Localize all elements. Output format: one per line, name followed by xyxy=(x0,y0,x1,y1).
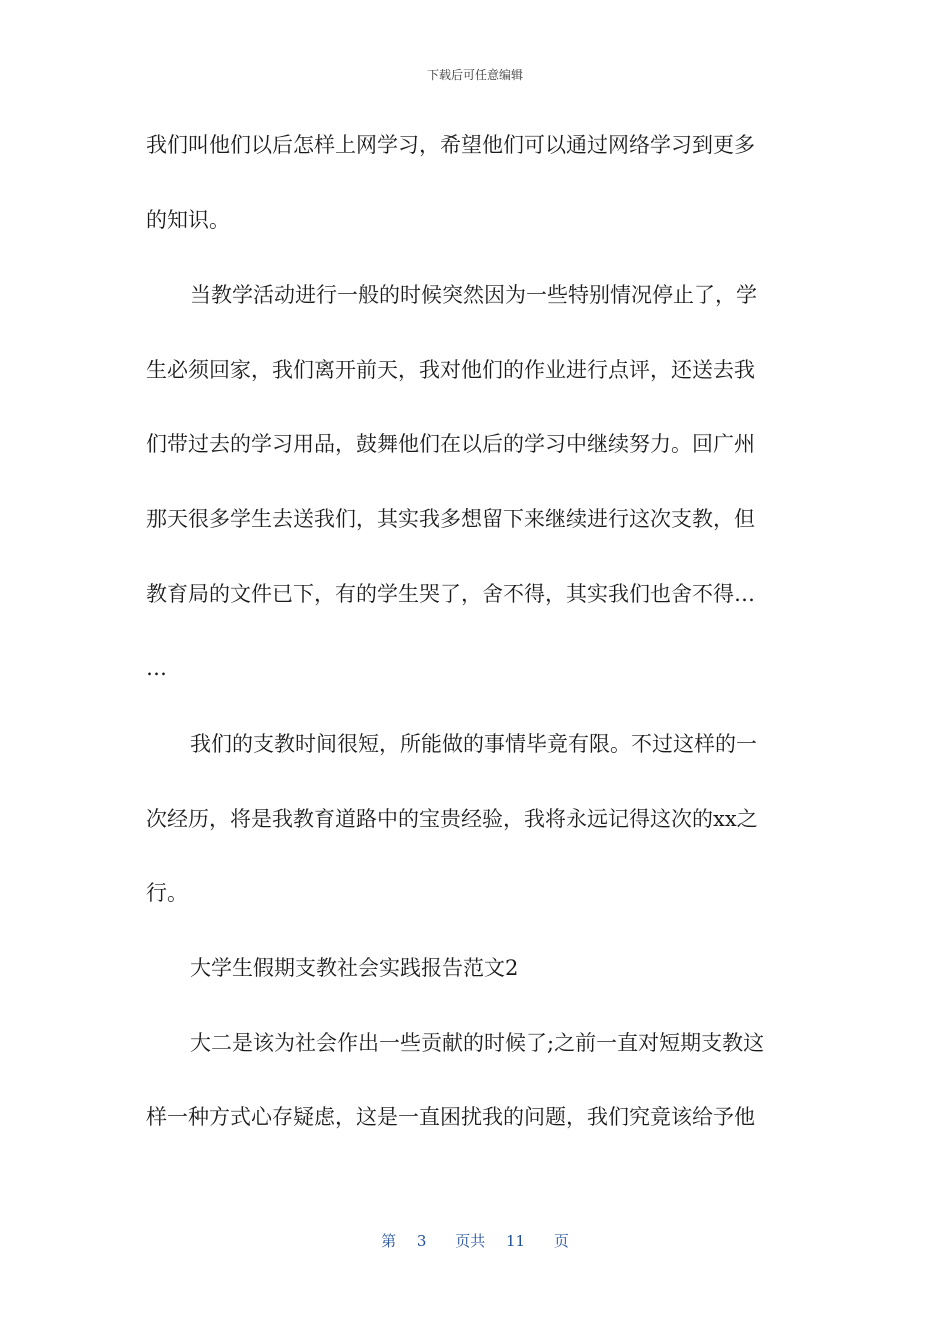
page-number: 3 xyxy=(416,1232,427,1250)
text-line: … xyxy=(146,656,167,680)
text-line: 生必须回家，我们离开前天，我对他们的作业进行点评，还送去我 xyxy=(146,358,755,382)
text-line: 次经历，将是我教育道路中的宝贵经验，我将永远记得这次的xx之 xyxy=(146,807,758,831)
text-line: 教育局的文件已下，有的学生哭了，舍不得，其实我们也舍不得… xyxy=(146,582,755,606)
section-heading: 大学生假期支教社会实践报告范文2 xyxy=(190,956,519,980)
total-label: 页共 xyxy=(455,1232,486,1250)
text-line: 我们叫他们以后怎样上网学习，希望他们可以通过网络学习到更多 xyxy=(146,133,755,157)
text-line: 我们的支教时间很短，所能做的事情毕竟有限。不过这样的一 xyxy=(190,732,757,756)
page-label: 第 xyxy=(381,1232,397,1250)
text-line: 大二是该为社会作出一些贡献的时候了;之前一直对短期支教这 xyxy=(190,1031,765,1055)
text-line: 们带过去的学习用品，鼓舞他们在以后的学习中继续努力。回广州 xyxy=(146,432,755,456)
text-line: 行。 xyxy=(146,881,188,905)
text-line: 那天很多学生去送我们，其实我多想留下来继续进行这次支教，但 xyxy=(146,507,755,531)
text-line: 的知识。 xyxy=(146,208,230,232)
header-note: 下载后可任意编辑 xyxy=(426,68,523,82)
total-pages: 11 xyxy=(506,1232,526,1250)
text-line: 样一种方式心存疑虑，这是一直困扰我的问题，我们究竟该给予他 xyxy=(146,1105,755,1129)
text-line: 当教学活动进行一般的时候突然因为一些特别情况停止了，学 xyxy=(190,283,757,307)
page-suffix: 页 xyxy=(553,1232,569,1250)
page-footer xyxy=(0,1230,950,1251)
